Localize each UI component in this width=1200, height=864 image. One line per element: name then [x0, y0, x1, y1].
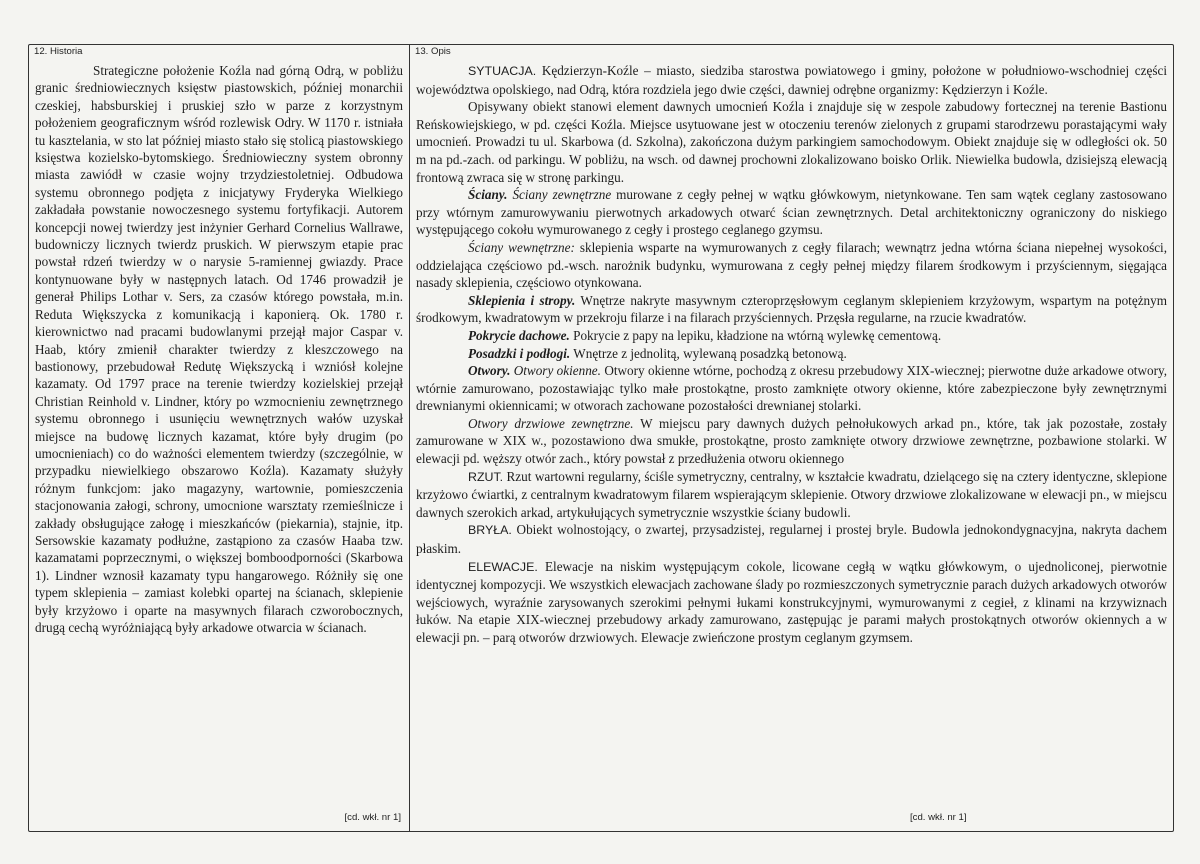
paragraph-sciany-wewnetrzne	[416, 239, 1167, 292]
form-table	[28, 44, 1174, 832]
heading-pokrycie: Pokrycie dachowe.	[468, 327, 570, 343]
paragraph-situacja	[416, 62, 1167, 98]
paragraph-pokrycie	[416, 327, 1167, 345]
text-sklepienia: Wnętrze nakryte masywnym czteroprzęsłowym ceglanym sklepieniem krzyżowym, wspartym na potężnym środkowym, kwadratowym w przekroju filarze i na filarach przyściennych. Przęsła regularne, na rzucie kwadratów.	[416, 292, 1167, 326]
paragraph-otwory	[416, 362, 1167, 415]
heading-bryla: BRYŁA.	[468, 523, 512, 538]
section-label-history: 12. Historia	[34, 46, 83, 57]
paragraph-otwory-drzwiowe	[416, 415, 1167, 468]
heading-rzut: RZUT.	[468, 469, 504, 484]
paragraph-posadzki	[416, 345, 1167, 363]
heading-sciany: Ściany.	[468, 187, 508, 203]
paragraph-sciany	[416, 186, 1167, 239]
paragraph-location: Opisywany obiekt stanowi element dawnych umocnień Koźla i znajduje się w zespole zabudowy fortecznej na terenie Bastionu Reńskowiejskiego, w pd. części Koźla. Miejsce usytuowane jest w otoczeniu terenów zielonych z grupami starodrzewu porastającymi wały umocnień. Prowadzi tu ul. Skarbowa (d. Szkolna), zakończona dużym parkingiem samochodowym. Obiekt znajduje się w odległości ok. 50 m na pd.-zach. od parkingu. W pobliżu, na wsch. od dawnej prochowni zlokalizowano boisko Orlik. Niewielka budowla, dzisiejszą elewacją frontową zwraca się w stronę parkingu.	[416, 99, 1167, 185]
continued-note-history: [cd. wkł. nr 1]	[344, 812, 401, 823]
description-column	[410, 45, 1173, 831]
history-body	[35, 62, 403, 636]
heading-situacja: SYTUACJA.	[468, 64, 537, 78]
subheading-sciany-zewnetrzne: Ściany zewnętrzne	[512, 187, 612, 203]
paragraph-rzut	[416, 468, 1167, 522]
continued-note-description: [cd. wkł. nr 1]	[910, 812, 967, 823]
history-paragraph: Strategiczne położenie Koźla nad górną Odrą, w pobliżu granic średniowiecznych księstw piastowskich, później monarchii czeskiej, habsburskiej i pruskiej szło w parze z korzystnym położeniem geograficznym wśród rozlewisk Odry. W 1170 r. istniała tu kasztelania, w sto lat później miasto stało się stolicą piastowskiego księstwa kozielsko-bytomskiego. Średniowieczny system obronny miasta zawiódł w czasie wojny trzydziestoletniej. Odbudowa systemu obronnego podjęta z inicjatywy Fryderyka Wielkiego zakładała powstanie nowoczesnego systemu fortyfikacji. Autorem koncepcji nowej twierdzy jest inżynier Gerhard Cornelius Wallrawe, budowniczy licznych twierdz pruskich. W pierwszym etapie prac powstał rdzeń twierdzy w o narysie 5-ramiennej gwiazdy. Prace kontynuowane były w następnych latach. Od 1746 prowadził je generał Philips Lothar v. Sers, za czasów którego powstała, m.in. Reduta Większycka z komunikacją i kaponierą. Ok. 1780 r. kierownictwo nad pracami budowlanymi przejął major Caspar v. Haab, który zmienił charakter twierdzy z kleszczowego na bastionowy, przebudował Redutę Większycką i wzniósł kolejne kazamaty. Od 1797 prace na terenie twierdzy kozielskiej przejął Christian Reinhold v. Lindner, który po wzmocnieniu zewnętrznego systemu obronnego i usunięciu wewnętrznych wałów uzyskał miejsce na budowę licznych kazamat, które były drugim (po umocnieniach) co do ważności elementem twierdzy (szczególnie, w przypadku niewielkiego obszarowo Koźla). Kazamaty służyły różnym funkcjom: jako magazyny, wartownie, pomieszczenia stacjonowania załogi, schrony, umocnione warsztaty rzemieślnicze i zakłady obsługujące załogę i mieszkańców (piekarnia), stajnie, itp. Sersowskie kazamaty podłużne, zastąpiono za czasów Haaba tzw. kazamatami poprzecznymi, o większej bomboodporności (Skarbowa 1). Lindner wznosił kazamaty typu hangarowego. Różniły się one typem sklepienia – zamiast kolebki opartej na ścianach, sklepienie były krzyżowo i oparte na masywnych filarach czworobocznych, drugą cechą wyróżniającą były arkadowe otwarcia w ścianach.	[35, 63, 403, 635]
subheading-sciany-wewnetrzne: Ściany wewnętrzne:	[468, 239, 575, 255]
heading-otwory: Otwory.	[468, 363, 511, 379]
text-rzut: Rzut wartowni regularny, ściśle symetryczny, centralny, w kształcie kwadratu, dzielącego się na cztery identyczne, sklepione krzyżowo ćwiartki, z centralnym kwadratowym filarem wspierającym sklepienie. Otwory drzwiowe zlokalizowane w elewacji pn., w miejscu dawnych szerokich arkad, artykułujących symetrycznie wszystkie ściany budowli.	[416, 468, 1168, 520]
text-bryla: Obiekt wolnostojący, o zwartej, przysadzistej, regularnej i prostej bryle. Budowla jednokondygnacyjna, nakryta dachem płaskim.	[416, 522, 1167, 557]
description-body	[416, 62, 1167, 647]
history-column	[29, 45, 409, 831]
section-label-description: 13. Opis	[415, 46, 451, 57]
subheading-otwory-okienne: Otwory okienne.	[513, 363, 601, 379]
text-situacja: Kędzierzyn-Koźle – miasto, siedziba starostwa powiatowego i gminy, położone w południowo-wschodniej części województwa opolskiego, nad Odrą, która rozdziela jego dwie części, dawniej odrębne organizmy: Kędzierzyn i Koźle.	[416, 63, 1168, 97]
heading-posadzki: Posadzki i podłogi.	[468, 345, 571, 361]
text-sciany-wewnetrzne: sklepienia wsparte na wymurowanych z cegły filarach; wewnątrz jedna wtórna ściana niepełnej wysokości, oddzielająca częściowo pd.-wsch. narożnik budynku, wymurowana z cegły pełnej między filarem środkowym i przyściennym, sięgająca nasady sklepienia, częściowo otynkowana.	[416, 239, 1168, 291]
text-elewacje: Elewacje na niskim występującym cokole, licowane cegłą w wątku główkowym, o ujednoliconej, pierwotnie identycznej kompozycji. We wszystkich elewacjach zachowane ślady po rozmieszczonych symetrycznie parach dużych arkadowych otworów wejściowych, wyraźnie zarysowanych szerokimi pełnymi łukami konstrukcyjnymi, wymurowanymi z cegieł, z klinami na krzywiznach łuków. Na etapie XIX-wiecznej przebudowy arkady zamurowano, zastępując je parami małych prostokątnych otworów okiennych a w elewacji pn. – parą otworów drzwiowych. Elewacje zwieńczone prostym ceglanym gzymsem.	[416, 558, 1168, 645]
text-pokrycie: Pokrycie z papy na lepiku, kładzione na wtórną wylewkę cementową.	[573, 327, 942, 343]
paragraph-bryla	[416, 521, 1167, 557]
text-otwory-drzwiowe: W miejscu pary dawnych dużych pełnołukowych arkad pn., które, tak jak pozostałe, zostały zamurowane w XIX w., pozostawiono dwa smukłe, prostokątne, prosto zamknięte otwory drzwiowe zewnętrzne, pozbawione stolarki. W elewacji pd. węższy otwór zach., który powstał z przedłużenia otworu okiennego	[416, 415, 1167, 467]
subheading-otwory-drzwiowe: Otwory drzwiowe zewnętrzne.	[468, 415, 634, 431]
heading-elewacje: ELEWACJE.	[468, 559, 538, 574]
paragraph-elewacje	[416, 558, 1167, 647]
text-sciany: murowane z cegły pełnej w wątku główkowym, nietynkowane. Ten sam wątek ceglany zastosowano przy wtórnym zamurowywaniu pierwotnych arkadowych otwarć ścian zewnętrznych. Detal architektoniczny ograniczony do niskiego występującego cokołu wymurowanego z cegły i prostego ceglanego gzymsu.	[416, 187, 1167, 238]
heading-sklepienia: Sklepienia i stropy.	[468, 292, 576, 308]
paragraph-sklepienia	[416, 292, 1167, 327]
text-otwory: Otwory okienne wtórne, pochodzą z okresu przebudowy XIX-wiecznej; pierwotne duże arkadowe otwory, wtórnie zamurowano, pozostawiając tylko małe prostokątne, prosto zamknięte otwory okienne, które zabezpieczone były zewnętrznymi drewnianymi okiennicami; w otworach zachowane pozostałości drewnianej stolarki.	[416, 363, 1167, 414]
text-posadzki: Wnętrze z jednolitą, wylewaną posadzką betonową.	[573, 345, 847, 361]
